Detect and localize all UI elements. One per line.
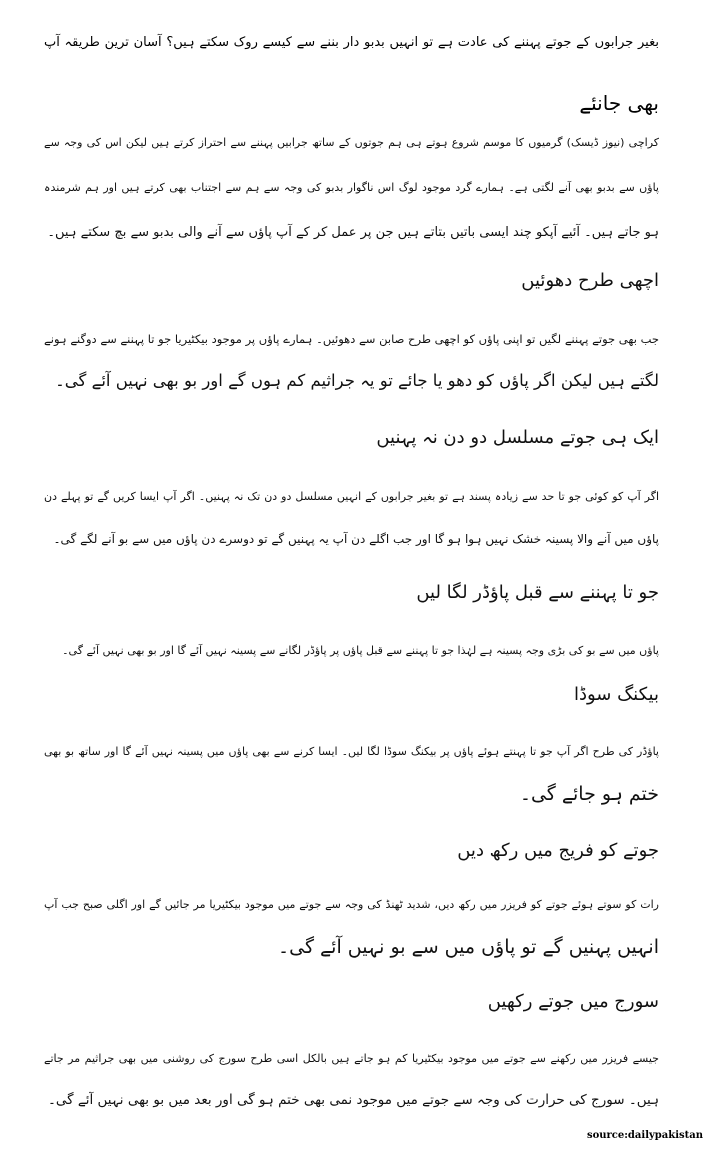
section-paragraph: ہیں۔ سورج کی حرارت کی وجہ سے جوتے میں موجود نمی بھی ختم ہو گی اور بعد میں بو بھی نہیں آئے گی۔ (47, 1092, 659, 1108)
intro-paragraph: کراچی (نیوز ڈیسک) گرمیوں کا موسم شروع ہوتے ہی ہم جوتوں کے ساتھ جرابیں پہننے سے احتراز کرتے ہیں لیکن اس کی وجہ سے (44, 136, 659, 149)
section-heading: سورج میں جوتے رکھیں (487, 991, 659, 1012)
section-paragraph: لگتے ہیں لیکن اگر پاﺅں کو دھو یا جائے تو یہ جراثیم کم ہوں گے اور بو بھی نہیں آئے گی۔ (55, 371, 659, 390)
source-credit: source:dailypakistan (586, 1130, 703, 1141)
section-paragraph: جب بھی جوتے پہننے لگیں تو اپنی پاﺅں کو اچھی طرح صابن سے دھوئیں۔ ہمارے پاﺅں پر موجود بیکٹیریا جو تا پہننے سے دوگنے ہونے (44, 332, 659, 346)
section-paragraph: انہیں پہنیں گے تو پاﺅں میں سے بو نہیں آئے گی۔ (278, 936, 659, 958)
section-paragraph: پاﺅں میں آنے والا پسینہ خشک نہیں ہوا ہو گا اور جب اگلے دن آپ یہ پہنیں گے تو دوسرے دن پاﺅں میں سے بو آنے لگے گی۔ (53, 532, 659, 546)
article-title: بغیر جرابوں کے جوتے پہننے کی عادت ہے تو انہیں بدبو دار بننے سے کیسے روک سکتے ہیں؟ آسان ترین طریقہ آپ (44, 35, 659, 50)
section-heading: اچھی طرح دھوئیں (521, 270, 659, 291)
section-paragraph: اگر آپ کو کوئی جو تا حد سے زیادہ پسند ہے تو بغیر جرابوں کے انہیں مسلسل دو دن تک نہ پہنیں۔ اگر آپ ایسا کریں گے تو پہلے دن (44, 490, 659, 503)
intro-paragraph: پاﺅں سے بدبو بھی آنے لگتی ہے۔ ہمارے گرد موجود لوگ اس ناگوار بدبو کی وجہ سے ہم سے اجتناب بھی کرتے ہیں اور ہم شرمندہ (44, 181, 659, 194)
section-heading: جو تا پہننے سے قبل پاﺅڈر لگا لیں (416, 582, 659, 603)
section-heading: بیکنگ سوڈا (573, 684, 659, 705)
section-paragraph: پاﺅڈر کی طرح اگر آپ جو تا پہنتے ہوئے پاﺅں پر بیکنگ سوڈا لگا لیں۔ ایسا کرنے سے بھی پاﺅں میں پسینہ نہیں آئے گا اور ساتھ بو بھی (44, 745, 659, 758)
section-paragraph: پاﺅں میں سے بو کی بڑی وجہ پسینہ ہے لہٰذا جو تا پہننے سے قبل پاﺅں پر پاﺅڈر لگانے سے پسینہ نہیں آئے گا اور بو بھی نہیں آئے گی۔ (62, 644, 659, 657)
section-paragraph: جیسے فریزر میں رکھنے سے جوتے میں موجود بیکٹیریا کم ہو جاتے ہیں بالکل اسی طرح سورج کی روشنی میں بھی جراثیم مر جاتے (44, 1052, 659, 1065)
section-heading: ایک ہی جوتے مسلسل دو دن نہ پہنیں (376, 427, 659, 448)
article-title: بھی جانئے (579, 91, 659, 115)
section-paragraph: ختم ہو جائے گی۔ (519, 783, 659, 805)
section-paragraph: رات کو سوتے ہوئے جوتے کو فریزر میں رکھ دیں، شدید ٹھنڈ کی وجہ سے جوتے میں موجود بیکٹیریا مر جائیں گے اور اگلی صبح جب آپ (44, 898, 659, 911)
section-heading: جوتے کو فریج میں رکھ دیں (457, 840, 659, 861)
intro-paragraph: ہو جاتے ہیں۔ آئیے آپکو چند ایسی باتیں بتاتے ہیں جن پر عمل کر کے آپ پاﺅں سے آنے والی بدبو سے بچ سکتے ہیں۔ (47, 225, 659, 240)
